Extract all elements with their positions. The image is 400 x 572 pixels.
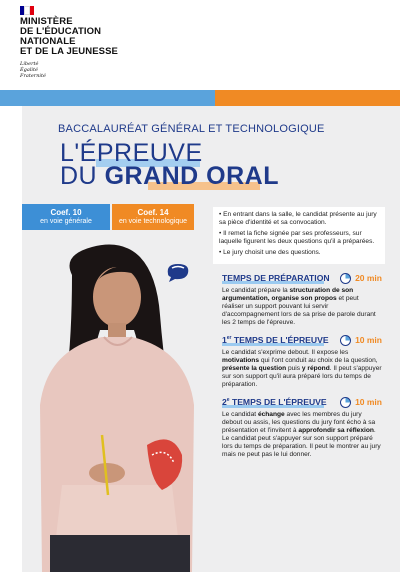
duration-value: 10 min: [355, 335, 382, 345]
body-bold: échange: [257, 411, 285, 418]
body-text: Le candidat prépare la: [222, 287, 290, 294]
french-flag-icon: [20, 6, 34, 15]
clock-icon: [340, 335, 351, 346]
motto-line: Liberté: [20, 61, 39, 67]
body-text: puis: [286, 365, 302, 372]
coef-track: en voie générale: [40, 218, 92, 225]
section-title: [222, 335, 329, 345]
body-text: Le candidat: [222, 411, 258, 418]
title-line-1: L'ÉPREUVE: [60, 139, 203, 167]
section-duration: [340, 397, 382, 408]
intro-bullet: • Il remet la fiche signée par ses professeurs, sur laquelle figurent les deux questions qu'il a préparées.: [219, 230, 375, 245]
section-preparation: [222, 271, 382, 327]
intro-bullet: • Le jury choisit une des questions.: [219, 249, 321, 256]
body-text: qui l'ont conduit au choix de la question,: [259, 357, 378, 364]
body-bold: présente la question: [222, 365, 287, 372]
body-text: Le candidat s'exprime debout. Il expose les: [222, 349, 349, 356]
coef-value: Coef. 10: [50, 208, 82, 217]
color-stripes: [0, 90, 400, 106]
coef-techno-badge: [112, 204, 194, 230]
coef-track: en voie technologique: [118, 218, 188, 225]
title-part: 2: [222, 397, 227, 407]
student-photo: [22, 235, 210, 572]
body-text: . Le candidat peut s'appuyer sur son support préparé lors du temps de préparation. Il peut le montrer au jury mais ne peut pas le lui donner.: [222, 427, 381, 458]
body-bold: motivations: [222, 357, 260, 364]
title-sup: e: [226, 397, 230, 404]
ministry-line: NATIONALE: [20, 36, 76, 47]
title-sup: er: [226, 335, 232, 342]
clock-icon: [340, 273, 351, 284]
section-body: [222, 287, 382, 327]
duration-value: 10 min: [355, 397, 382, 407]
duration-value: 20 min: [355, 273, 382, 283]
orange-stripe: [215, 90, 400, 106]
section-title: [222, 397, 327, 407]
body-text: avec les membres du jury debout ou assis, les questions du jury font écho à sa présentation et l'invitent à: [222, 411, 376, 434]
clock-icon: [340, 397, 351, 408]
section-duration: [340, 273, 382, 284]
section-body: [222, 411, 382, 459]
body-bold: approfondir sa réflexion: [298, 427, 374, 434]
blue-stripe: [0, 90, 215, 106]
body-bold: y répond: [301, 365, 330, 372]
ministry-line: MINISTÈRE: [20, 16, 73, 27]
title-part: TEMPS DE L'ÉPREUVE: [231, 335, 329, 345]
motto-line: Égalité: [20, 67, 38, 73]
section-body: [222, 349, 382, 389]
header: [0, 0, 400, 90]
intro-bullet: • En entrant dans la salle, le candidat présente au jury sa pièce d'identité et sa convocation.: [219, 211, 377, 226]
ministry-line: DE L'ÉDUCATION: [20, 26, 102, 37]
title-part: TEMPS DE L'ÉPREUVE: [229, 397, 327, 407]
section-second-time: [222, 395, 382, 459]
coef-general-badge: [22, 204, 110, 230]
title-part: DU: [60, 162, 105, 190]
title-emphasis: GRAND ORAL: [104, 162, 279, 190]
body-text: et peut réaliser un support pouvant lui servir d'accompagnement lors de sa prise de parole durant les 2 temps de l'épreuve.: [222, 295, 376, 326]
ministry-line: ET DE LA JEUNESSE: [20, 46, 118, 57]
motto-line: Fraternité: [20, 73, 46, 79]
title-part: 1: [222, 335, 227, 345]
intro-box: [213, 207, 385, 264]
coef-value: Coef. 14: [137, 208, 169, 217]
section-duration: [340, 335, 382, 346]
subtitle: BACCALAURÉAT GÉNÉRAL ET TECHNOLOGIQUE: [58, 123, 325, 135]
body-bold: structuration de son argumentation, organise son propos: [222, 287, 354, 302]
ministry-name: [20, 17, 130, 57]
title-line-2: [60, 163, 279, 189]
motto: [20, 61, 80, 79]
speech-bubble-icon: [166, 262, 190, 282]
body-text: . Il peut s'appuyer sur son support qu'il aura préparé lors du temps de préparation.: [222, 365, 382, 388]
section-first-time: [222, 333, 382, 389]
section-title: TEMPS DE PRÉPARATION: [222, 273, 330, 283]
